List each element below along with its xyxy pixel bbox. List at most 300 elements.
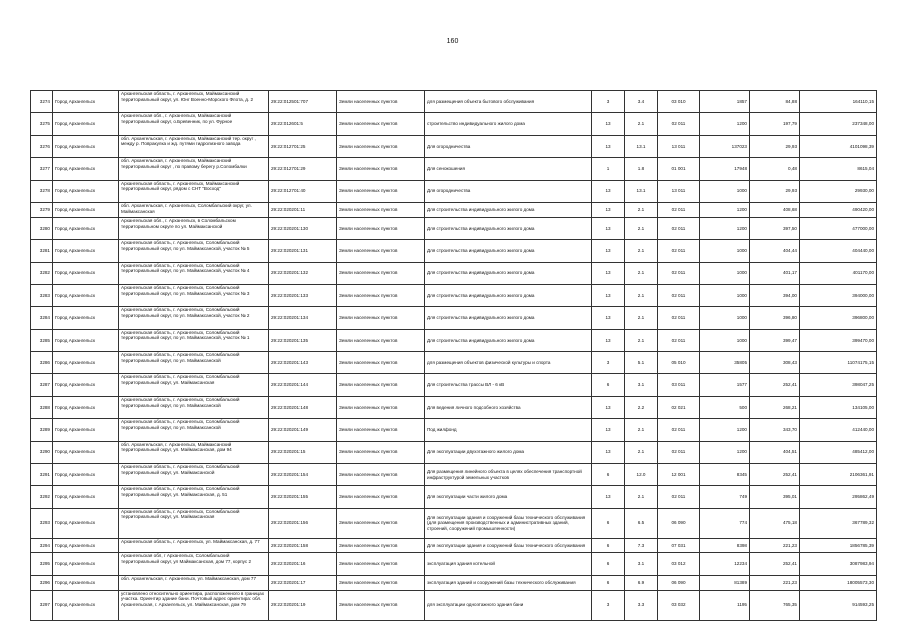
land-category: Земли населенных пунктов (337, 284, 425, 306)
table-row (31, 284, 877, 306)
table-row (31, 553, 877, 575)
permitted-use: Для огородничества (425, 180, 592, 202)
group-code: 13 (592, 113, 625, 135)
land-category: Земли населенных пунктов (337, 374, 425, 396)
area-value: 81389 (700, 575, 750, 590)
address: Архангельская область, г. Архангельск, Соломбальский территориальный округ, по ул. Маймаксанской, участок № 3 (119, 284, 269, 306)
address: установлено относительно ориентира, расположенного в границах участка. Ориентир здание бани. Почтовый адрес ориентира: обл. Архангельская, г. Архангельск, ул. Маймаксанская, дом 79 (119, 590, 269, 620)
permitted-use: для эксплуатации одноэтажного здания бани (425, 590, 592, 620)
cadastral-number: 29:22:012701:25 (269, 135, 337, 157)
city-name: Город Архангельск (53, 240, 119, 262)
table-row (31, 508, 877, 538)
row-number: 3276 (31, 135, 53, 157)
land-category: Земли населенных пунктов (337, 508, 425, 538)
city-name: Город Архангельск (53, 284, 119, 306)
row-number: 3285 (31, 329, 53, 351)
specific-value: 401,17 (750, 262, 800, 284)
row-number: 3294 (31, 538, 53, 553)
permitted-use: для размещения объекта бытового обслуживания (425, 91, 592, 113)
cadastral-number: 29:22:020201:133 (269, 284, 337, 306)
subgroup-code: 1.8 (625, 158, 658, 180)
area-value: 1000 (700, 329, 750, 351)
row-number: 3281 (31, 240, 53, 262)
cadastral-value: 18005573,30 (800, 575, 877, 590)
subgroup-code: 12.0 (625, 463, 658, 485)
permitted-use: Для ведения личного подсобного хозяйства (425, 396, 592, 418)
city-name: Город Архангельск (53, 463, 119, 485)
cadastral-value: 398047,25 (800, 374, 877, 396)
use-code: 13 011 (658, 135, 700, 157)
cadastral-value: 477000,00 (800, 217, 877, 239)
subgroup-code: 2.2 (625, 396, 658, 418)
address: обл. Архангельская, г. Архангельск, Маймаксанский территориальный округ, ул. Маймаксанская, дом 94 (119, 441, 269, 463)
address: Архангельская область, г. Архангельск, Соломбальский территориальный округ, ул. Маймаксанской (119, 463, 269, 485)
address: обл. Архангельская, г. Архангельск, ул. Маймаксанская, дом 77 (119, 575, 269, 590)
cadastral-number: 29:22:020201:134 (269, 307, 337, 329)
address: Архангельская область, г. Архангельск, Соломбальский территориальный округ, по ул. Маймаксанской, участок № 2 (119, 307, 269, 329)
group-code: 13 (592, 262, 625, 284)
area-value: 1000 (700, 284, 750, 306)
specific-value: 408,68 (750, 202, 800, 217)
land-category: Земли населенных пунктов (337, 590, 425, 620)
specific-value: 404,44 (750, 240, 800, 262)
land-category: Земли населенных пунктов (337, 202, 425, 217)
city-name: Город Архангельск (53, 307, 119, 329)
subgroup-code: 2.1 (625, 419, 658, 441)
permitted-use: Для эксплуатации двухэтажного жилого дома (425, 441, 592, 463)
group-code: 13 (592, 329, 625, 351)
permitted-use: эксплуатация зданий и сооружений базы технического обслуживания (425, 575, 592, 590)
table-row (31, 202, 877, 217)
subgroup-code: 2.1 (625, 307, 658, 329)
specific-value: 221,23 (750, 538, 800, 553)
cadastral-value: 394000,00 (800, 284, 877, 306)
land-cadastral-table (30, 90, 877, 621)
cadastral-number: 29:22:020201:135 (269, 329, 337, 351)
cadastral-number: 29:22:020201:155 (269, 486, 337, 508)
city-name: Город Архангельск (53, 374, 119, 396)
row-number: 3292 (31, 486, 53, 508)
permitted-use: Для строительства индивидуального жилого дома (425, 307, 592, 329)
city-name: Город Архангельск (53, 91, 119, 113)
area-value: 8345 (700, 463, 750, 485)
table-row (31, 419, 877, 441)
area-value: 1000 (700, 240, 750, 262)
land-category: Земли населенных пунктов (337, 262, 425, 284)
specific-value: 252,41 (750, 553, 800, 575)
area-value: 137023 (700, 135, 750, 157)
permitted-use: строительство индивидуального жилого дома (425, 113, 592, 135)
subgroup-code: 2.1 (625, 284, 658, 306)
city-name: Город Архангельск (53, 329, 119, 351)
use-code: 06 090 (658, 508, 700, 538)
specific-value: 399,47 (750, 329, 800, 351)
specific-value: 252,41 (750, 463, 800, 485)
cadastral-number: 29:22:012701:40 (269, 180, 337, 202)
city-name: Город Архангельск (53, 419, 119, 441)
city-name: Город Архангельск (53, 538, 119, 553)
row-number: 3284 (31, 307, 53, 329)
row-number: 3287 (31, 374, 53, 396)
cadastral-value: 164110,15 (800, 91, 877, 113)
table-row (31, 329, 877, 351)
use-code: 02 011 (658, 217, 700, 239)
group-code: 6 (592, 553, 625, 575)
address: Архангельская область, г. Архангельск, Соломбальский территориальный округ, по ул. Маймаксанской (119, 396, 269, 418)
address: Архангельская область, г. Архангельск, Соломбальский территориальный округ, по ул. Маймаксанской, участок № 4 (119, 262, 269, 284)
cadastral-value: 367789,32 (800, 508, 877, 538)
cadastral-number: 29:22:012501:707 (269, 91, 337, 113)
cadastral-value: 134105,00 (800, 396, 877, 418)
city-name: Город Архангельск (53, 508, 119, 538)
permitted-use: Для строительства трассы ВЛ - 6 кВ (425, 374, 592, 396)
city-name: Город Архангельск (53, 180, 119, 202)
area-value: 1000 (700, 180, 750, 202)
row-number: 3291 (31, 463, 53, 485)
cadastral-value: 237348,00 (800, 113, 877, 135)
table-row (31, 307, 877, 329)
address: Архангельская область, г. Архангельск, Соломбальский территориальный округ, по ул. Маймаксанской, участок № 5 (119, 240, 269, 262)
cadastral-value: 490420,00 (800, 202, 877, 217)
city-name: Город Архангельск (53, 441, 119, 463)
table-row (31, 538, 877, 553)
address: Архангельская область, г. Архангельск, Соломбальский территориальный округ, по ул. Маймаксанской (119, 352, 269, 374)
address: Архангельская обл., г. Архангельск, Маймаксанский территориальный округ, о.Бревенник, по ул. Фурное (119, 113, 269, 135)
subgroup-code: 13.1 (625, 135, 658, 157)
cadastral-value: 1856785,39 (800, 538, 877, 553)
permitted-use: Для строительства индивидуального жилого дома (425, 240, 592, 262)
area-value: 1200 (700, 441, 750, 463)
table-row (31, 158, 877, 180)
land-category: Земли населенных пунктов (337, 575, 425, 590)
use-code: 03 032 (658, 590, 700, 620)
use-code: 06 090 (658, 575, 700, 590)
city-name: Город Архангельск (53, 396, 119, 418)
city-name: Город Архангельск (53, 202, 119, 217)
group-code: 6 (592, 538, 625, 553)
cadastral-number: 29:22:020201:130 (269, 217, 337, 239)
land-category: Земли населенных пунктов (337, 441, 425, 463)
specific-value: 397,50 (750, 217, 800, 239)
permitted-use: Для строительства индивидуального жилого дома (425, 284, 592, 306)
row-number: 3288 (31, 396, 53, 418)
specific-value: 394,00 (750, 284, 800, 306)
use-code: 02 011 (658, 419, 700, 441)
use-code: 02 021 (658, 396, 700, 418)
land-category: Земли населенных пунктов (337, 135, 425, 157)
cadastral-number: 29:22:020201:131 (269, 240, 337, 262)
area-value: 1195 (700, 590, 750, 620)
group-code: 6 (592, 374, 625, 396)
area-value: 12234 (700, 553, 750, 575)
use-code: 02 011 (658, 486, 700, 508)
city-name: Город Архангельск (53, 352, 119, 374)
area-value: 749 (700, 486, 750, 508)
address: Архангельская область, г. Архангельск, Маймаксанский территориальный округ, ул. Юнг Военно-Морского Флота, д. 2 (119, 91, 269, 113)
subgroup-code: 7.3 (625, 538, 658, 553)
specific-value: 29,93 (750, 135, 800, 157)
specific-value: 84,88 (750, 91, 800, 113)
group-code: 13 (592, 396, 625, 418)
cadastral-value: 4101098,39 (800, 135, 877, 157)
subgroup-code: 3.3 (625, 590, 658, 620)
group-code: 1 (592, 158, 625, 180)
group-code: 13 (592, 307, 625, 329)
table-row (31, 374, 877, 396)
cadastral-number: 29:22:020201:17 (269, 575, 337, 590)
row-number: 3297 (31, 590, 53, 620)
row-number: 3279 (31, 202, 53, 217)
address: обл. Архангельская, г. Архангельск, Маймаксанский территориальный округ , по правому берегу р.Соломбалки (119, 158, 269, 180)
cadastral-value: 295862,49 (800, 486, 877, 508)
subgroup-code: 2.1 (625, 217, 658, 239)
row-number: 3277 (31, 158, 53, 180)
specific-value: 252,41 (750, 374, 800, 396)
land-category: Земли населенных пунктов (337, 113, 425, 135)
cadastral-number: 29:22:012701:29 (269, 158, 337, 180)
land-category: Земли населенных пунктов (337, 352, 425, 374)
use-code: 03 012 (658, 553, 700, 575)
cadastral-number: 29:22:012601:5 (269, 113, 337, 135)
group-code: 13 (592, 441, 625, 463)
address: Архангельская обл., г. Архангельск, в Соломбальском территориальном округе по ул. Маймаксанской (119, 217, 269, 239)
land-category: Земли населенных пунктов (337, 553, 425, 575)
area-value: 1200 (700, 419, 750, 441)
land-category: Земли населенных пунктов (337, 158, 425, 180)
group-code: 6 (592, 508, 625, 538)
city-name: Город Архангельск (53, 590, 119, 620)
table-row (31, 217, 877, 239)
specific-value: 475,18 (750, 508, 800, 538)
table-row (31, 463, 877, 485)
cadastral-value: 485412,00 (800, 441, 877, 463)
use-code: 01 001 (658, 158, 700, 180)
table-row (31, 113, 877, 135)
address: Архангельская область, г. Архангельск, Соломбальский территориальный округ, ул. Маймаксанская, д. 51 (119, 486, 269, 508)
cadastral-number: 29:22:020201:11 (269, 202, 337, 217)
subgroup-code: 2.1 (625, 113, 658, 135)
area-value: 1857 (700, 91, 750, 113)
use-code: 02 011 (658, 307, 700, 329)
specific-value: 395,01 (750, 486, 800, 508)
cadastral-value: 3087983,94 (800, 553, 877, 575)
group-code: 13 (592, 135, 625, 157)
city-name: Город Архангельск (53, 158, 119, 180)
specific-value: 221,23 (750, 575, 800, 590)
row-number: 3295 (31, 553, 53, 575)
group-code: 3 (592, 590, 625, 620)
permitted-use: Для строительства индивидуального жилого дома (425, 262, 592, 284)
city-name: Город Архангельск (53, 113, 119, 135)
cadastral-number: 29:22:020201:149 (269, 419, 337, 441)
group-code: 6 (592, 463, 625, 485)
use-code: 02 011 (658, 240, 700, 262)
use-code: 13 011 (658, 180, 700, 202)
table-row (31, 590, 877, 620)
subgroup-code: 2.1 (625, 329, 658, 351)
cadastral-number: 29:22:020201:143 (269, 352, 337, 374)
permitted-use: Для строительства индивидуального жилого дома (425, 217, 592, 239)
permitted-use: Для строительства индивидуального жилого дома (425, 329, 592, 351)
permitted-use: Для размещения линейного объекта в целях обеспечения транспортной инфраструктурой земельных участков (425, 463, 592, 485)
specific-value: 343,70 (750, 419, 800, 441)
group-code: 6 (592, 575, 625, 590)
use-code: 12 001 (658, 463, 700, 485)
area-value: 35805 (700, 352, 750, 374)
cadastral-number: 29:22:020201:144 (269, 374, 337, 396)
table-row (31, 486, 877, 508)
subgroup-code: 6.5 (625, 508, 658, 538)
land-category: Земли населенных пунктов (337, 463, 425, 485)
cadastral-value: 404440,00 (800, 240, 877, 262)
permitted-use: Для эксплуатации части жилого дома (425, 486, 592, 508)
cadastral-number: 29:22:020201:148 (269, 396, 337, 418)
subgroup-code: 3.4 (625, 91, 658, 113)
city-name: Город Архангельск (53, 262, 119, 284)
permitted-use: Под жилфонд (425, 419, 592, 441)
specific-value: 396,80 (750, 307, 800, 329)
row-number: 3290 (31, 441, 53, 463)
permitted-use: Для огородничества (425, 135, 592, 157)
group-code: 13 (592, 419, 625, 441)
address: Архангельская область, г. Архангельск, Соломбальский территориальный округ, ул. Маймаксанская (119, 374, 269, 396)
cadastral-value: 401170,00 (800, 262, 877, 284)
subgroup-code: 3.1 (625, 553, 658, 575)
city-name: Город Архангельск (53, 553, 119, 575)
use-code: 02 011 (658, 202, 700, 217)
group-code: 3 (592, 91, 625, 113)
row-number: 3278 (31, 180, 53, 202)
group-code: 13 (592, 240, 625, 262)
row-number: 3296 (31, 575, 53, 590)
use-code: 03 011 (658, 374, 700, 396)
use-code: 02 011 (658, 329, 700, 351)
permitted-use: Для строительства индивидуального жилого дома (425, 202, 592, 217)
address: Архангельская область, г. Архангельск, Соломбальский территориальный округ, по ул. Маймаксанской (119, 419, 269, 441)
permitted-use: для размещения объектов физической культуры и спорта (425, 352, 592, 374)
row-number: 3280 (31, 217, 53, 239)
land-category: Земли населенных пунктов (337, 180, 425, 202)
address: Архангельская область, г. Архангельск, Соломбальский территориальный округ, ул. Маймаксанская (119, 508, 269, 538)
city-name: Город Архангельск (53, 486, 119, 508)
use-code: 02 011 (658, 441, 700, 463)
cadastral-number: 29:22:020201:132 (269, 262, 337, 284)
address: Архангельская область, г. Архангельск, ул. Маймаксанская, д. 77 (119, 538, 269, 553)
address: обл. Архангельская, г. Архангельск, Соломбальский округ, ул. Маймаксанская (119, 202, 269, 217)
subgroup-code: 2.1 (625, 486, 658, 508)
table-row (31, 396, 877, 418)
specific-value: 308,43 (750, 352, 800, 374)
area-value: 1200 (700, 202, 750, 217)
table-row (31, 262, 877, 284)
area-value: 8398 (700, 538, 750, 553)
city-name: Город Архангельск (53, 217, 119, 239)
subgroup-code: 5.1 (625, 352, 658, 374)
area-value: 1200 (700, 113, 750, 135)
address: Архангельская обл, г Архангельск, Соломбальский территориальный округ, ул Маймаксанская, дом 77, корпус 2 (119, 553, 269, 575)
city-name: Город Архангельск (53, 135, 119, 157)
area-value: 774 (700, 508, 750, 538)
cadastral-value: 412440,00 (800, 419, 877, 441)
specific-value: 0,48 (750, 158, 800, 180)
group-code: 13 (592, 217, 625, 239)
cadastral-value: 914593,25 (800, 590, 877, 620)
cadastral-number: 29:22:020201:154 (269, 463, 337, 485)
land-category: Земли населенных пунктов (337, 217, 425, 239)
land-category: Земли населенных пунктов (337, 91, 425, 113)
cadastral-number: 29:22:020201:158 (269, 538, 337, 553)
specific-value: 29,93 (750, 180, 800, 202)
cadastral-number: 29:22:020201:19 (269, 590, 337, 620)
use-code: 03 010 (658, 91, 700, 113)
subgroup-code: 2.1 (625, 441, 658, 463)
cadastral-value: 396800,00 (800, 307, 877, 329)
row-number: 3293 (31, 508, 53, 538)
land-category: Земли населенных пунктов (337, 329, 425, 351)
group-code: 13 (592, 486, 625, 508)
permitted-use: Для эксплуатации здания и сооружений базы технического обслуживания (для размещения производственных и административных зданий, строений, сооружений промышленности) (425, 508, 592, 538)
cadastral-value: 8615,04 (800, 158, 877, 180)
table-row (31, 352, 877, 374)
area-value: 1200 (700, 217, 750, 239)
area-value: 1000 (700, 262, 750, 284)
row-number: 3282 (31, 262, 53, 284)
specific-value: 197,79 (750, 113, 800, 135)
table-row (31, 441, 877, 463)
table-row (31, 240, 877, 262)
row-number: 3283 (31, 284, 53, 306)
specific-value: 268,21 (750, 396, 800, 418)
area-value: 1577 (700, 374, 750, 396)
area-value: 500 (700, 396, 750, 418)
address: обл. Архангельская, г. Архангельск, Маймаксанский тер. округ , между р. Повракулка и жд. путями гидролизного завода (119, 135, 269, 157)
cadastral-value: 11074175,15 (800, 352, 877, 374)
specific-value: 404,51 (750, 441, 800, 463)
land-category: Земли населенных пунктов (337, 307, 425, 329)
cadastral-value: 29930,00 (800, 180, 877, 202)
row-number: 3289 (31, 419, 53, 441)
cadastral-value: 399470,00 (800, 329, 877, 351)
city-name: Город Архангельск (53, 575, 119, 590)
use-code: 02 011 (658, 113, 700, 135)
permitted-use: Для сенокошения (425, 158, 592, 180)
row-number: 3274 (31, 91, 53, 113)
group-code: 13 (592, 284, 625, 306)
subgroup-code: 3.1 (625, 374, 658, 396)
cadastral-number: 29:22:020201:15 (269, 441, 337, 463)
area-value: 1000 (700, 307, 750, 329)
row-number: 3275 (31, 113, 53, 135)
use-code: 05 010 (658, 352, 700, 374)
permitted-use: Для эксплуатации здания и сооружений базы технического обслуживания (425, 538, 592, 553)
area-value: 17948 (700, 158, 750, 180)
permitted-use: эксплуатация здания котельной (425, 553, 592, 575)
land-category: Земли населенных пунктов (337, 240, 425, 262)
use-code: 02 011 (658, 284, 700, 306)
row-number: 3286 (31, 352, 53, 374)
use-code: 07 031 (658, 538, 700, 553)
address: Архангельская область, г. Архангельск, Маймаксанский территориальный округ, рядом с СНТ "Восход" (119, 180, 269, 202)
land-category: Земли населенных пунктов (337, 486, 425, 508)
land-category: Земли населенных пунктов (337, 419, 425, 441)
cadastral-number: 29:22:020201:16 (269, 553, 337, 575)
page-number: 160 (446, 38, 459, 45)
group-code: 3 (592, 352, 625, 374)
table-row (31, 91, 877, 113)
subgroup-code: 2.1 (625, 202, 658, 217)
subgroup-code: 2.1 (625, 240, 658, 262)
address: Архангельская область, г. Архангельск, Соломбальский территориальный округ, по ул. Маймаксанской, участок № 1 (119, 329, 269, 351)
